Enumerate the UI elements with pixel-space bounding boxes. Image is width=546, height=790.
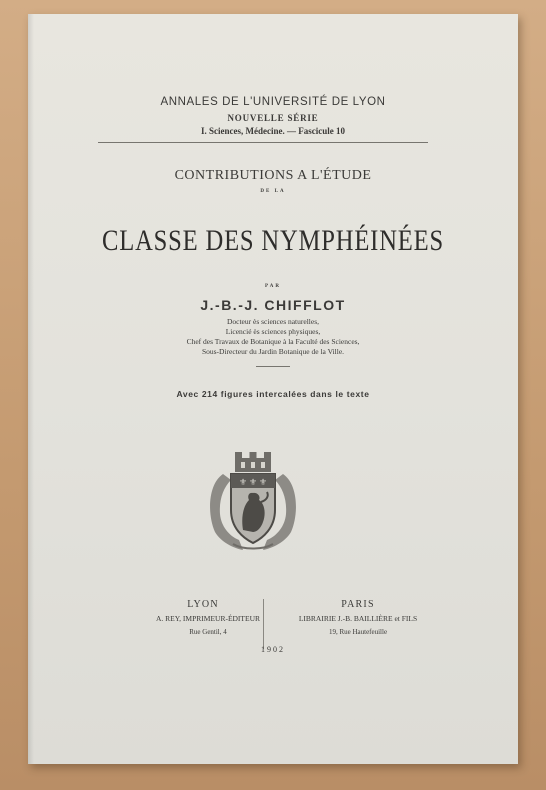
title-page: [28, 14, 518, 764]
author-credential: Sous-Directeur du Jardin Botanique de la Ville.: [201, 347, 345, 356]
series-title: ANNALES DE L'UNIVERSITÉ DE LYON: [160, 96, 386, 108]
imprint-address: 19, Rue Hautefeuille: [328, 628, 388, 636]
author-credential: Docteur ès sciences naturelles,: [226, 317, 320, 326]
series-subtitle: NOUVELLE SÉRIE: [227, 113, 319, 123]
imprint-address: Rue Gentil, 4: [189, 628, 227, 636]
series-fascicule: I. Sciences, Médecine. — Fascicule 10: [201, 126, 345, 136]
lyon-coat-of-arms-icon: [203, 444, 303, 556]
author-credential: Licencié ès sciences physiques,: [225, 327, 321, 336]
contributions-heading: CONTRIBUTIONS A L'ÉTUDE: [174, 168, 372, 183]
main-title: CLASSE DES NYMPHÉINÉES: [102, 224, 444, 257]
author-credential: Chef des Travaux de Botanique à la Faculté des Sciences,: [186, 337, 360, 346]
publication-year: 1902: [261, 645, 285, 654]
svg-text:⚜: ⚜: [239, 478, 248, 488]
svg-text:⚜: ⚜: [259, 478, 268, 488]
de-la-text: DE LA: [260, 189, 286, 194]
imprint-city: PARIS: [341, 599, 375, 610]
svg-text:⚜: ⚜: [249, 478, 258, 488]
imprint-paris: [258, 599, 458, 636]
imprint-publisher: LIBRAIRIE J.-B. BAILLIÈRE et FILS: [298, 614, 418, 623]
top-divider: [98, 142, 428, 143]
author-name: J.-B.-J. CHIFFLOT: [200, 297, 346, 313]
imprint-city: LYON: [187, 599, 219, 610]
imprint-lyon: [108, 599, 278, 636]
middle-divider: [256, 366, 290, 367]
figures-note: Avec 214 figures intercalées dans le texte: [176, 389, 370, 399]
imprint-publisher: A. REY, IMPRIMEUR-ÉDITEUR: [155, 614, 261, 623]
par-text: PAR: [265, 284, 281, 289]
